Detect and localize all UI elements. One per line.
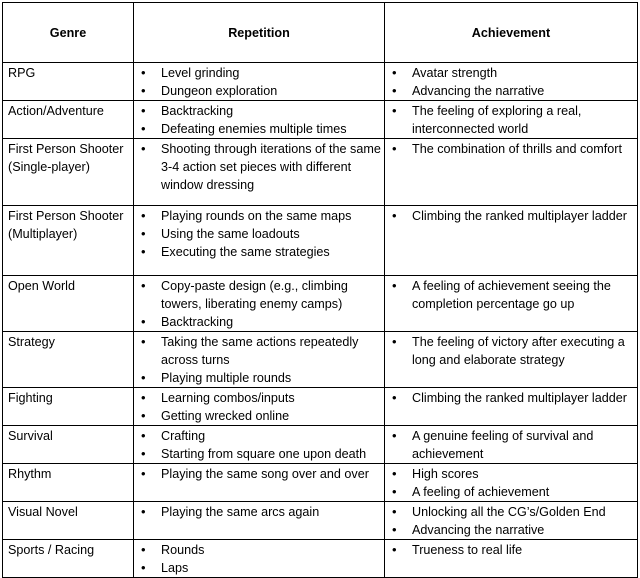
repetition-list bbox=[134, 388, 384, 425]
repetition-list bbox=[134, 502, 384, 521]
achievement-list-item: • Advancing the narrative bbox=[385, 82, 635, 100]
achievement-list-item: • Climbing the ranked multiplayer ladder bbox=[385, 207, 635, 225]
achievement-cell bbox=[385, 464, 638, 502]
table-row bbox=[3, 540, 638, 578]
repetition-list-item: • Crafting bbox=[134, 427, 382, 445]
achievement-list bbox=[385, 540, 637, 559]
achievement-list-item: • The feeling of exploring a real, interconnected world bbox=[385, 102, 635, 138]
genre-cell: Visual Novel bbox=[3, 502, 134, 540]
achievement-list-item: • Climbing the ranked multiplayer ladder bbox=[385, 389, 635, 407]
repetition-list-item: • Rounds bbox=[134, 541, 382, 559]
achievement-list bbox=[385, 101, 637, 138]
achievement-list-item: • The feeling of victory after executing a long and elaborate strategy bbox=[385, 333, 635, 369]
table-row bbox=[3, 332, 638, 388]
repetition-list-item: • Playing rounds on the same maps bbox=[134, 207, 382, 225]
repetition-list-item: • Executing the same strategies bbox=[134, 243, 382, 261]
repetition-list-item: • Starting from square one upon death bbox=[134, 445, 382, 463]
achievement-cell bbox=[385, 206, 638, 276]
repetition-cell bbox=[134, 332, 385, 388]
header-genre: Genre bbox=[3, 3, 134, 63]
achievement-cell bbox=[385, 332, 638, 388]
achievement-cell bbox=[385, 101, 638, 139]
genre-cell: Sports / Racing bbox=[3, 540, 134, 578]
genre-cell: First Person Shooter (Multiplayer) bbox=[3, 206, 134, 276]
repetition-cell bbox=[134, 464, 385, 502]
table-row bbox=[3, 426, 638, 464]
achievement-cell bbox=[385, 63, 638, 101]
genre-cell: Rhythm bbox=[3, 464, 134, 502]
achievement-list bbox=[385, 426, 637, 463]
repetition-list bbox=[134, 332, 384, 387]
achievement-list-item: • Avatar strength bbox=[385, 64, 635, 82]
genre-cell: Strategy bbox=[3, 332, 134, 388]
achievement-cell bbox=[385, 426, 638, 464]
repetition-cell bbox=[134, 388, 385, 426]
achievement-list-item: • Advancing the narrative bbox=[385, 521, 635, 539]
table-row bbox=[3, 206, 638, 276]
achievement-list bbox=[385, 388, 637, 407]
repetition-list-item: • Level grinding bbox=[134, 64, 382, 82]
table-body bbox=[3, 63, 638, 578]
repetition-list bbox=[134, 426, 384, 463]
repetition-cell bbox=[134, 502, 385, 540]
repetition-list-item: • Playing the same song over and over bbox=[134, 465, 382, 483]
repetition-list-item: • Copy-paste design (e.g., climbing towers, liberating enemy camps) bbox=[134, 277, 382, 313]
genre-cell: Action/Adventure bbox=[3, 101, 134, 139]
achievement-list-item: • A genuine feeling of survival and achievement bbox=[385, 427, 635, 463]
achievement-cell bbox=[385, 139, 638, 206]
repetition-cell bbox=[134, 540, 385, 578]
table-row bbox=[3, 139, 638, 206]
achievement-list bbox=[385, 502, 637, 539]
achievement-list-item: • Trueness to real life bbox=[385, 541, 635, 559]
repetition-list-item: • Backtracking bbox=[134, 102, 382, 120]
genre-cell: Open World bbox=[3, 276, 134, 332]
table-row bbox=[3, 464, 638, 502]
header-row bbox=[3, 3, 638, 63]
repetition-list bbox=[134, 139, 384, 194]
achievement-list-item: • The combination of thrills and comfort bbox=[385, 140, 635, 158]
repetition-list-item: • Backtracking bbox=[134, 313, 382, 331]
achievement-list bbox=[385, 206, 637, 225]
header-repetition: Repetition bbox=[134, 3, 385, 63]
achievement-cell bbox=[385, 502, 638, 540]
repetition-cell bbox=[134, 276, 385, 332]
achievement-list bbox=[385, 464, 637, 501]
achievement-list bbox=[385, 332, 637, 369]
genre-comparison-table bbox=[2, 2, 638, 578]
achievement-cell bbox=[385, 388, 638, 426]
repetition-list-item: • Dungeon exploration bbox=[134, 82, 382, 100]
repetition-cell bbox=[134, 139, 385, 206]
table-header bbox=[3, 3, 638, 63]
achievement-list bbox=[385, 63, 637, 100]
table-row bbox=[3, 63, 638, 101]
repetition-list bbox=[134, 101, 384, 138]
repetition-cell bbox=[134, 426, 385, 464]
achievement-list-item: • Unlocking all the CG’s/Golden End bbox=[385, 503, 635, 521]
achievement-list bbox=[385, 139, 637, 158]
genre-cell: Survival bbox=[3, 426, 134, 464]
repetition-cell bbox=[134, 206, 385, 276]
achievement-cell bbox=[385, 276, 638, 332]
repetition-list bbox=[134, 206, 384, 261]
repetition-list-item: • Laps bbox=[134, 559, 382, 577]
achievement-cell bbox=[385, 540, 638, 578]
repetition-list-item: • Taking the same actions repeatedly across turns bbox=[134, 333, 382, 369]
repetition-cell bbox=[134, 63, 385, 101]
header-achievement: Achievement bbox=[385, 3, 638, 63]
achievement-list-item: • A feeling of achievement bbox=[385, 483, 635, 501]
genre-cell: Fighting bbox=[3, 388, 134, 426]
repetition-list bbox=[134, 276, 384, 331]
genre-cell: RPG bbox=[3, 63, 134, 101]
repetition-list bbox=[134, 464, 384, 483]
repetition-list-item: • Defeating enemies multiple times bbox=[134, 120, 382, 138]
repetition-list-item: • Playing the same arcs again bbox=[134, 503, 382, 521]
repetition-list-item: • Shooting through iterations of the same 3-4 action set pieces with different window dressing bbox=[134, 140, 382, 194]
achievement-list-item: • A feeling of achievement seeing the completion percentage go up bbox=[385, 277, 635, 313]
repetition-list bbox=[134, 63, 384, 100]
repetition-cell bbox=[134, 101, 385, 139]
achievement-list-item: • High scores bbox=[385, 465, 635, 483]
table-row bbox=[3, 276, 638, 332]
genre-comparison-table-wrapper bbox=[2, 2, 637, 578]
genre-cell: First Person Shooter (Single-player) bbox=[3, 139, 134, 206]
repetition-list-item: • Using the same loadouts bbox=[134, 225, 382, 243]
achievement-list bbox=[385, 276, 637, 313]
table-row bbox=[3, 388, 638, 426]
repetition-list bbox=[134, 540, 384, 577]
repetition-list-item: • Learning combos/inputs bbox=[134, 389, 382, 407]
repetition-list-item: • Playing multiple rounds bbox=[134, 369, 382, 387]
table-row bbox=[3, 101, 638, 139]
table-row bbox=[3, 502, 638, 540]
repetition-list-item: • Getting wrecked online bbox=[134, 407, 382, 425]
